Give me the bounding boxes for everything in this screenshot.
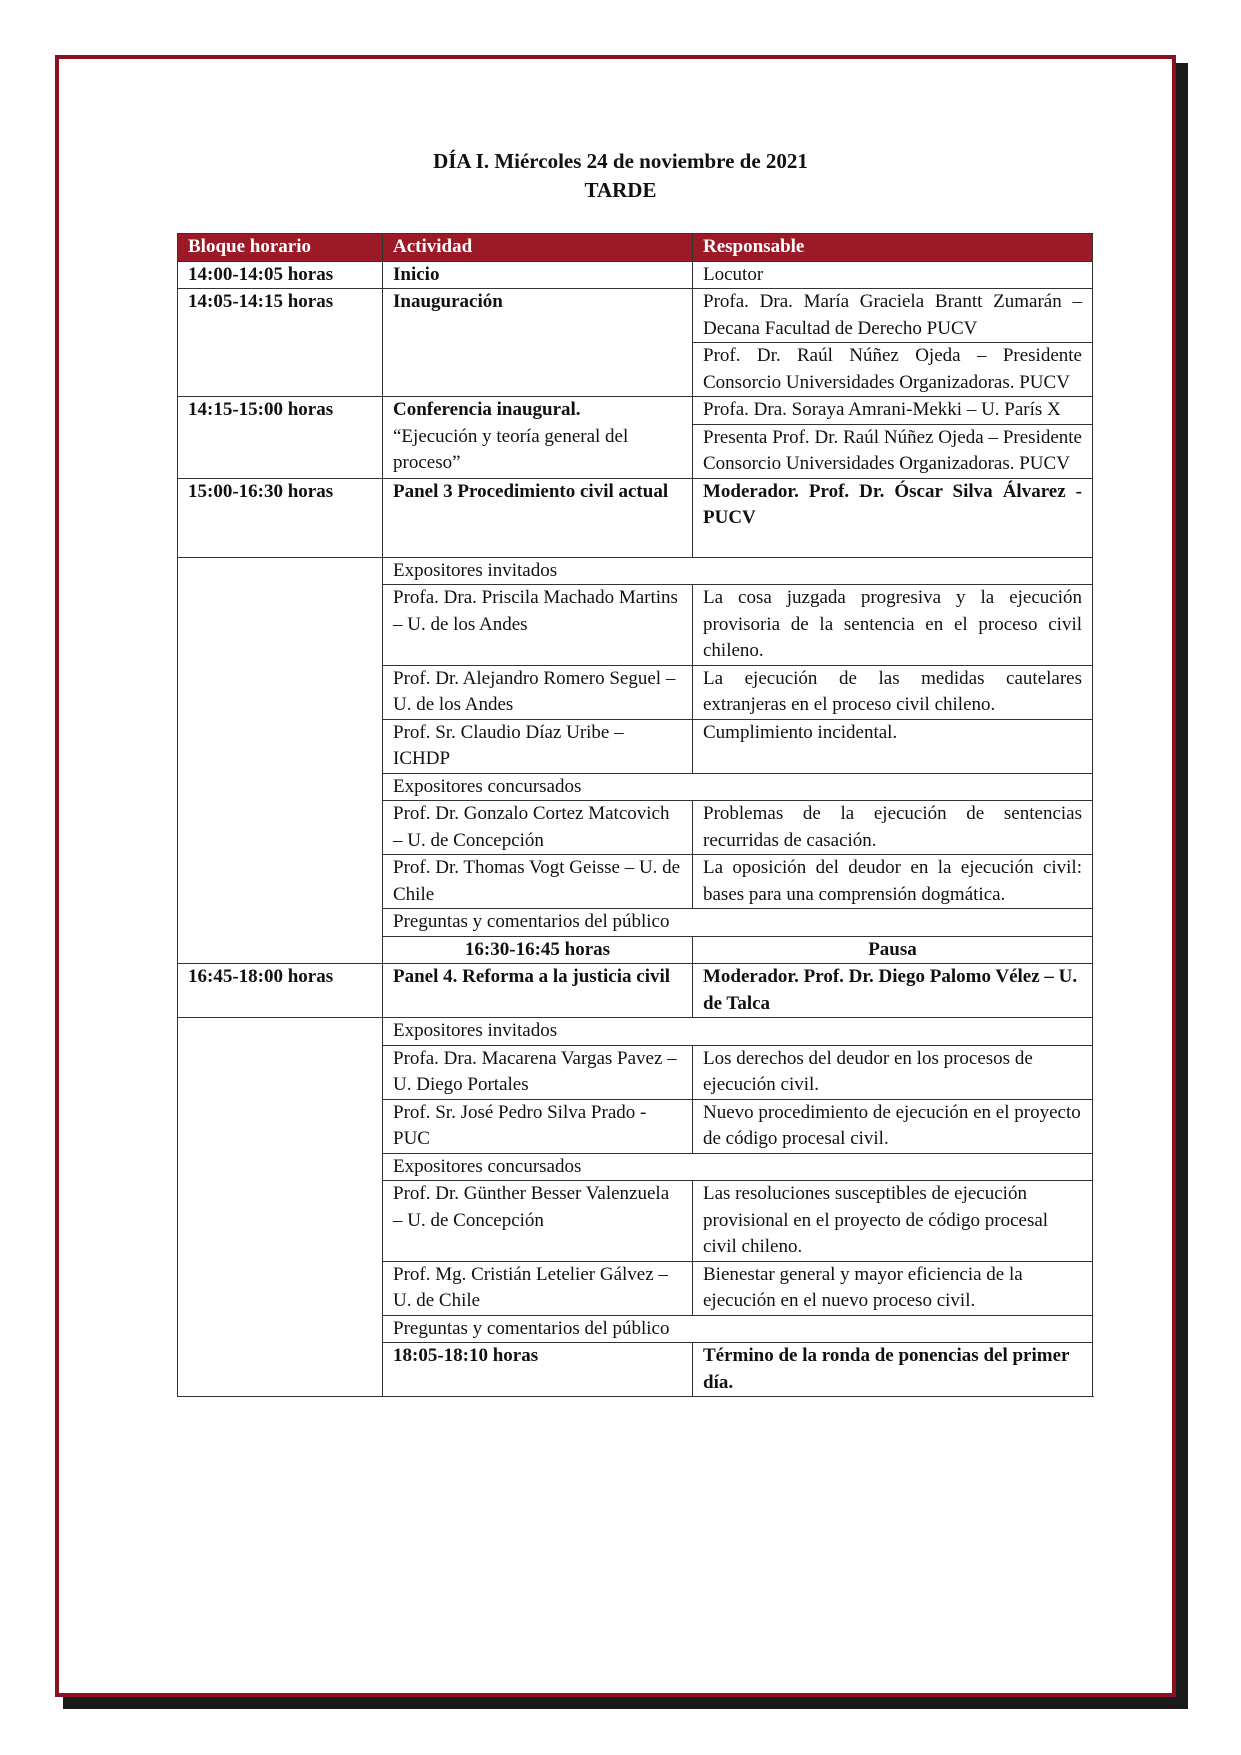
table-row	[178, 1018, 1093, 1046]
table-row	[178, 289, 1093, 343]
empty-time-cell	[178, 1018, 383, 1397]
page-title: DÍA I. Miércoles 24 de noviembre de 2021	[433, 149, 808, 173]
activity-subtitle: “Ejecución y teoría general del proceso”	[393, 425, 629, 473]
section-label: Expositores invitados	[383, 557, 1093, 585]
time-cell: 16:30-16:45 horas	[383, 936, 693, 964]
responsible-cell: Prof. Dr. Raúl Núñez Ojeda – Presidente Consorcio Universidades Organizadoras. PUCV	[693, 343, 1093, 397]
speaker-cell: Prof. Sr. Claudio Díaz Uribe – ICHDP	[383, 719, 693, 773]
topic-cell: Bienestar general y mayor eficiencia de la ejecución en el nuevo proceso civil.	[693, 1261, 1093, 1315]
section-label: Expositores concursados	[383, 773, 1093, 801]
time-cell: 18:05-18:10 horas	[383, 1343, 693, 1397]
topic-cell: La cosa juzgada progresiva y la ejecución provisoria de la sentencia en el proceso civil chileno.	[693, 585, 1093, 666]
table-header-row	[178, 234, 1093, 262]
speaker-cell: Prof. Mg. Cristián Letelier Gálvez – U. de Chile	[383, 1261, 693, 1315]
table-row	[178, 478, 1093, 557]
table-row	[178, 397, 1093, 425]
topic-cell: La oposición del deudor en la ejecución civil: bases para una comprensión dogmática.	[693, 855, 1093, 909]
moderator-cell: Moderador. Prof. Dr. Óscar Silva Álvarez - PUCV	[693, 478, 1093, 557]
header-responsible: Responsable	[693, 234, 1093, 262]
activity-cell: Panel 3 Procedimiento civil actual	[383, 478, 693, 557]
time-cell: 14:05-14:15 horas	[178, 289, 383, 397]
table-row	[178, 964, 1093, 1018]
topic-cell: La ejecución de las medidas cautelares extranjeras en el proceso civil chileno.	[693, 665, 1093, 719]
questions-cell: Preguntas y comentarios del público	[383, 909, 1093, 937]
activity-cell: Pausa	[693, 936, 1093, 964]
section-label: Expositores invitados	[383, 1018, 1093, 1046]
speaker-cell: Prof. Dr. Thomas Vogt Geisse – U. de Chile	[383, 855, 693, 909]
speaker-cell: Profa. Dra. Priscila Machado Martins – U. de los Andes	[383, 585, 693, 666]
topic-cell: Problemas de la ejecución de sentencias recurridas de casación.	[693, 801, 1093, 855]
activity-title: Conferencia inaugural.	[393, 399, 581, 420]
responsible-cell: Locutor	[693, 261, 1093, 289]
speaker-cell: Profa. Dra. Macarena Vargas Pavez – U. Diego Portales	[383, 1045, 693, 1099]
activity-cell: Término de la ronda de ponencias del primer día.	[693, 1343, 1093, 1397]
time-cell: 15:00-16:30 horas	[178, 478, 383, 557]
topic-cell: Cumplimiento incidental.	[693, 719, 1093, 773]
table-row	[178, 557, 1093, 585]
moderator-cell: Moderador. Prof. Dr. Diego Palomo Vélez – U. de Talca	[693, 964, 1093, 1018]
time-cell: 16:45-18:00 horas	[178, 964, 383, 1018]
header-activity: Actividad	[383, 234, 693, 262]
section-label: Expositores concursados	[383, 1153, 1093, 1181]
header-time: Bloque horario	[178, 234, 383, 262]
speaker-cell: Prof. Dr. Alejandro Romero Seguel – U. de los Andes	[383, 665, 693, 719]
activity-cell: Inauguración	[383, 289, 693, 397]
speaker-cell: Prof. Dr. Gonzalo Cortez Matcovich – U. de Concepción	[383, 801, 693, 855]
topic-cell: Nuevo procedimiento de ejecución en el proyecto de código procesal civil.	[693, 1099, 1093, 1153]
activity-cell: Panel 4. Reforma a la justicia civil	[383, 964, 693, 1018]
program-table	[177, 233, 1093, 1397]
speaker-cell: Prof. Dr. Günther Besser Valenzuela – U. de Concepción	[383, 1181, 693, 1262]
page-subtitle: TARDE	[584, 178, 657, 202]
questions-cell: Preguntas y comentarios del público	[383, 1315, 1093, 1343]
time-cell: 14:15-15:00 horas	[178, 397, 383, 479]
topic-cell: Las resoluciones susceptibles de ejecución provisional en el proyecto de código procesal civil chileno.	[693, 1181, 1093, 1262]
activity-cell: Inicio	[383, 261, 693, 289]
table-row	[178, 261, 1093, 289]
topic-cell: Los derechos del deudor en los procesos de ejecución civil.	[693, 1045, 1093, 1099]
empty-time-cell	[178, 557, 383, 964]
speaker-cell: Prof. Sr. José Pedro Silva Prado - PUC	[383, 1099, 693, 1153]
responsible-cell: Profa. Dra. Soraya Amrani-Mekki – U. París X	[693, 397, 1093, 425]
activity-cell	[383, 397, 693, 479]
time-cell: 14:00-14:05 horas	[178, 261, 383, 289]
responsible-cell: Profa. Dra. María Graciela Brantt Zumarán – Decana Facultad de Derecho PUCV	[693, 289, 1093, 343]
responsible-cell: Presenta Prof. Dr. Raúl Núñez Ojeda – Presidente Consorcio Universidades Organizadoras. PUCV	[693, 424, 1093, 478]
